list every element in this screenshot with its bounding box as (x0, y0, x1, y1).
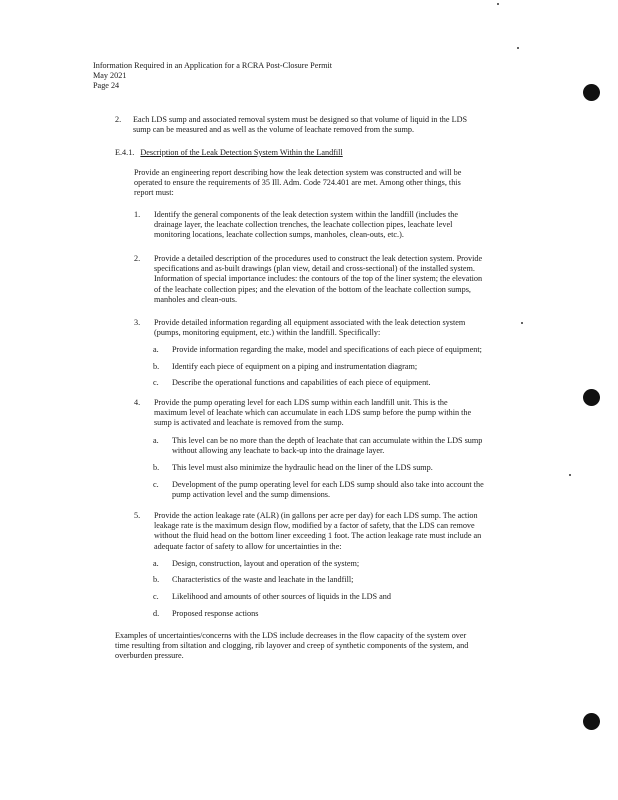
punch-hole-bottom (583, 713, 600, 730)
intro-paragraph: Provide an engineering report describing how the leak detection system was constructed and will be operated to ensure the requirements of 35 Ill. Adm. Code 724.401 are met. Among other things, this report must: (134, 168, 462, 198)
sub-item-letter: a. (153, 345, 159, 354)
section-number: E.4.1. (115, 148, 135, 157)
item-text: Provide the pump operating level for each LDS sump within each landfill unit. This is the maximum level of leachate which can accumulate in each LDS sump before the pump within the sump is activated and leachate is removed from the sump. (154, 398, 472, 428)
sub-item-letter: b. (153, 463, 160, 472)
sub-item-text: This level can be no more than the depth of leachate that can accumulate within the LDS sump without allowing any leachate to back-up into the drainage layer. (172, 436, 483, 456)
item-text: Each LDS sump and associated removal system must be designed so that volume of liquid in the LDS sump can be measured and as well as the volume of leachate removed from the sump. (133, 115, 468, 135)
scan-speck (521, 322, 523, 324)
section-title: Description of the Leak Detection System Within the Landfill (140, 148, 343, 157)
item-text: Provide detailed information regarding all equipment associated with the leak detection system (pumps, monitoring equipment, etc.) within the landfill. Specifically: (154, 318, 466, 338)
item-number: 2. (115, 115, 122, 124)
scan-speck (517, 47, 519, 49)
sub-item-text: Proposed response actions (172, 609, 259, 618)
sub-item-text: Identify each piece of equipment on a piping and instrumentation diagram; (172, 362, 418, 371)
sub-item-letter: c. (153, 480, 159, 489)
item-number: 3. (134, 318, 141, 327)
item-number: 4. (134, 398, 141, 407)
sub-item-letter: a. (153, 436, 159, 445)
item-number: 2. (134, 254, 141, 263)
scan-speck (569, 474, 571, 476)
sub-item-letter: c. (153, 378, 159, 387)
sub-item-text: Characteristics of the waste and leachate in the landfill; (172, 575, 354, 584)
closing-paragraph: Examples of uncertainties/concerns with the LDS include decreases in the flow capacity of the system over time resulting from siltation and clogging, rib layover and creep of synthetic components of the system, and overburden pressure. (115, 631, 469, 661)
scan-speck (497, 3, 499, 5)
sub-item-letter: c. (153, 592, 159, 601)
item-text: Provide a detailed description of the procedures used to construct the leak detection system. Provide specifications and as-built drawings (plan view, detail and cross-sectional) of the installed system. Information of special importance includes: the contours of the top of the liner system; the elevation of the leachate collection pipes; and the elevation of the bottom of the leachate collection sumps, manholes and clean-outs. (154, 254, 483, 304)
sub-item-letter: b. (153, 362, 160, 371)
sub-item-text: Provide information regarding the make, model and specifications of each piece of equipment; (172, 345, 482, 354)
sub-item-letter: b. (153, 575, 160, 584)
punch-hole-top (583, 84, 600, 101)
sub-item-text: Design, construction, layout and operation of the system; (172, 559, 360, 568)
item-number: 1. (134, 210, 141, 219)
sub-item-text: Likelihood and amounts of other sources of liquids in the LDS and (172, 592, 391, 601)
item-text: Identify the general components of the leak detection system within the landfill (includes the drainage layer, the leachate collection trenches, the leachate collection pipes, leachate level monitoring locations, leachate collection sumps, manholes, clean-outs, etc.). (154, 210, 458, 240)
page-header (93, 61, 332, 91)
sub-item-letter: a. (153, 559, 159, 568)
sub-item-text: This level must also minimize the hydraulic head on the liner of the LDS sump. (172, 463, 433, 472)
header-date: May 2021 (93, 71, 127, 80)
header-page-number: Page 24 (93, 81, 120, 90)
punch-hole-middle (583, 389, 600, 406)
sub-item-text: Describe the operational functions and capabilities of each piece of equipment. (172, 378, 431, 387)
item-number: 5. (134, 511, 141, 520)
sub-item-text: Development of the pump operating level for each LDS sump should also take into account the pump activation level and the sump dimensions. (172, 480, 484, 500)
sub-item-letter: d. (153, 609, 160, 618)
item-text: Provide the action leakage rate (ALR) (in gallons per acre per day) for each LDS sump. The action leakage rate is the maximum design flow, modified by a factor of safety, that the LDS can remove without the fluid head on the bottom liner exceeding 1 foot. The action leakage rate must include an adequate factor of safety to allow for uncertainties in the: (154, 511, 482, 551)
header-title: Information Required in an Application for a RCRA Post-Closure Permit (93, 61, 332, 70)
section-heading (115, 148, 343, 158)
